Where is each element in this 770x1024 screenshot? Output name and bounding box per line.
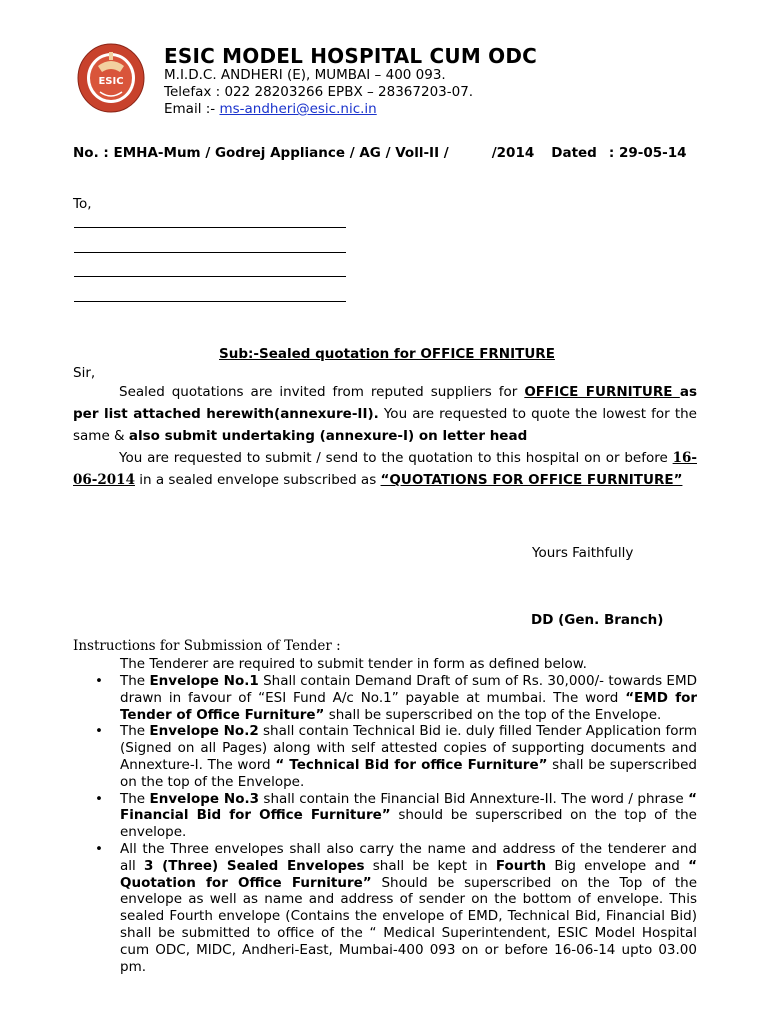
body-paragraph-2 <box>73 447 697 491</box>
subject-line: Sub:-Sealed quotation for OFFICE FRNITURE <box>219 346 555 362</box>
p1-text: Sealed quotations are invited from reputed suppliers for <box>119 384 525 400</box>
p1-request: You are requested to quote the lowest for the same & <box>73 406 697 444</box>
p1-office-furniture: OFFICE FURNITURE <box>524 384 680 400</box>
p2-due-date: 16-06-2014 <box>73 450 697 488</box>
hospital-email-line <box>164 101 377 117</box>
p2-superscription: “QUOTATIONS FOR OFFICE FURNITURE” <box>380 472 683 488</box>
hospital-title: ESIC MODEL HOSPITAL CUM ODC <box>164 44 538 68</box>
signatory: DD (Gen. Branch) <box>531 612 664 628</box>
list-item: • All the Three envelopes shall also carry the name and address of the tenderer and all 3 (Three) Sealed Envelopes shall be kept in Fourth Big envelope and “ Quotation for Office Furniture” Should be superscribed on the Top of the envelope as well as name and address of sender on the bottom of envelope. This sealed Fourth envelope (Contains the envelope of EMD, Technical Bid, Financial Bid) shall be submitted to office of the “ Medical Superintendent, ESIC Model Hospital cum ODC, MIDC, Andheri-East, Mumbai-400 093 on or before 16-06-14 upto 03.00 pm. <box>95 840 697 975</box>
email-label: Email :- <box>164 101 220 117</box>
list-item: • The Envelope No.2 shall contain Technical Bid ie. duly filled Tender Application form (Signed on all Pages) along with self attested copies of supporting documents and Annexture-I. The word “ Technical Bid for office Furniture” shall be superscribed on the top of the Envelope. <box>95 723 698 790</box>
p2-envelope-text: in a sealed envelope subscribed as <box>134 472 381 488</box>
logo-text: ESIC <box>98 76 124 87</box>
email-link[interactable]: ms-andheri@esic.nic.in <box>219 101 377 117</box>
body-paragraph-1 <box>73 381 697 447</box>
reference-date: : 29-05-14 <box>608 145 687 161</box>
dated-label: Dated <box>551 145 597 161</box>
reference-year: /2014 <box>491 145 535 161</box>
address-line <box>74 301 346 302</box>
instructions-list <box>95 673 697 975</box>
hospital-telefax: Telefax : 022 28203266 EPBX – 28367203-07. <box>164 84 474 100</box>
instructions-heading: Instructions for Submission of Tender : <box>73 638 341 654</box>
hospital-address: M.I.D.C. ANDHERI (E), MUMBAI – 400 093. <box>164 67 446 83</box>
list-item: • The Envelope No.1 Shall contain Demand Draft of sum of Rs. 30,000/- towards EMD drawn in favour of “ESI Fund A/c No.1” payable at mumbai. The word “EMD for Tender of Office Furniture” shall be superscribed on the top of the Envelope. <box>95 673 697 723</box>
salutation: Sir, <box>73 365 96 381</box>
bullet-icon: • <box>95 790 103 807</box>
address-line <box>74 252 346 253</box>
reference-number: No. : EMHA-Mum / Godrej Appliance / AG / Voll-II / <box>73 145 449 161</box>
p2-text: You are requested to submit / send to the quotation to this hospital on or before <box>119 450 673 466</box>
instructions-intro: The Tenderer are required to submit tender in form as defined below. <box>120 656 587 672</box>
esic-logo <box>76 42 146 114</box>
address-line <box>74 276 346 277</box>
bullet-icon: • <box>95 723 103 740</box>
address-line <box>74 227 346 228</box>
list-item: • The Envelope No.3 shall contain the Financial Bid Annexture-II. The word / phrase “ Financial Bid for Office Furniture” should be superscribed on the top of the envelope. <box>95 790 697 841</box>
bullet-icon: • <box>95 673 103 689</box>
reference-line <box>73 145 687 161</box>
p1-undertaking: also submit undertaking (annexure-I) on letter head <box>128 428 528 444</box>
p1-annexure: as per list attached herewith(annexure-II). <box>73 384 697 422</box>
bullet-icon: • <box>95 840 103 857</box>
yours-faithfully: Yours Faithfully <box>532 545 634 561</box>
to-label: To, <box>73 196 92 212</box>
